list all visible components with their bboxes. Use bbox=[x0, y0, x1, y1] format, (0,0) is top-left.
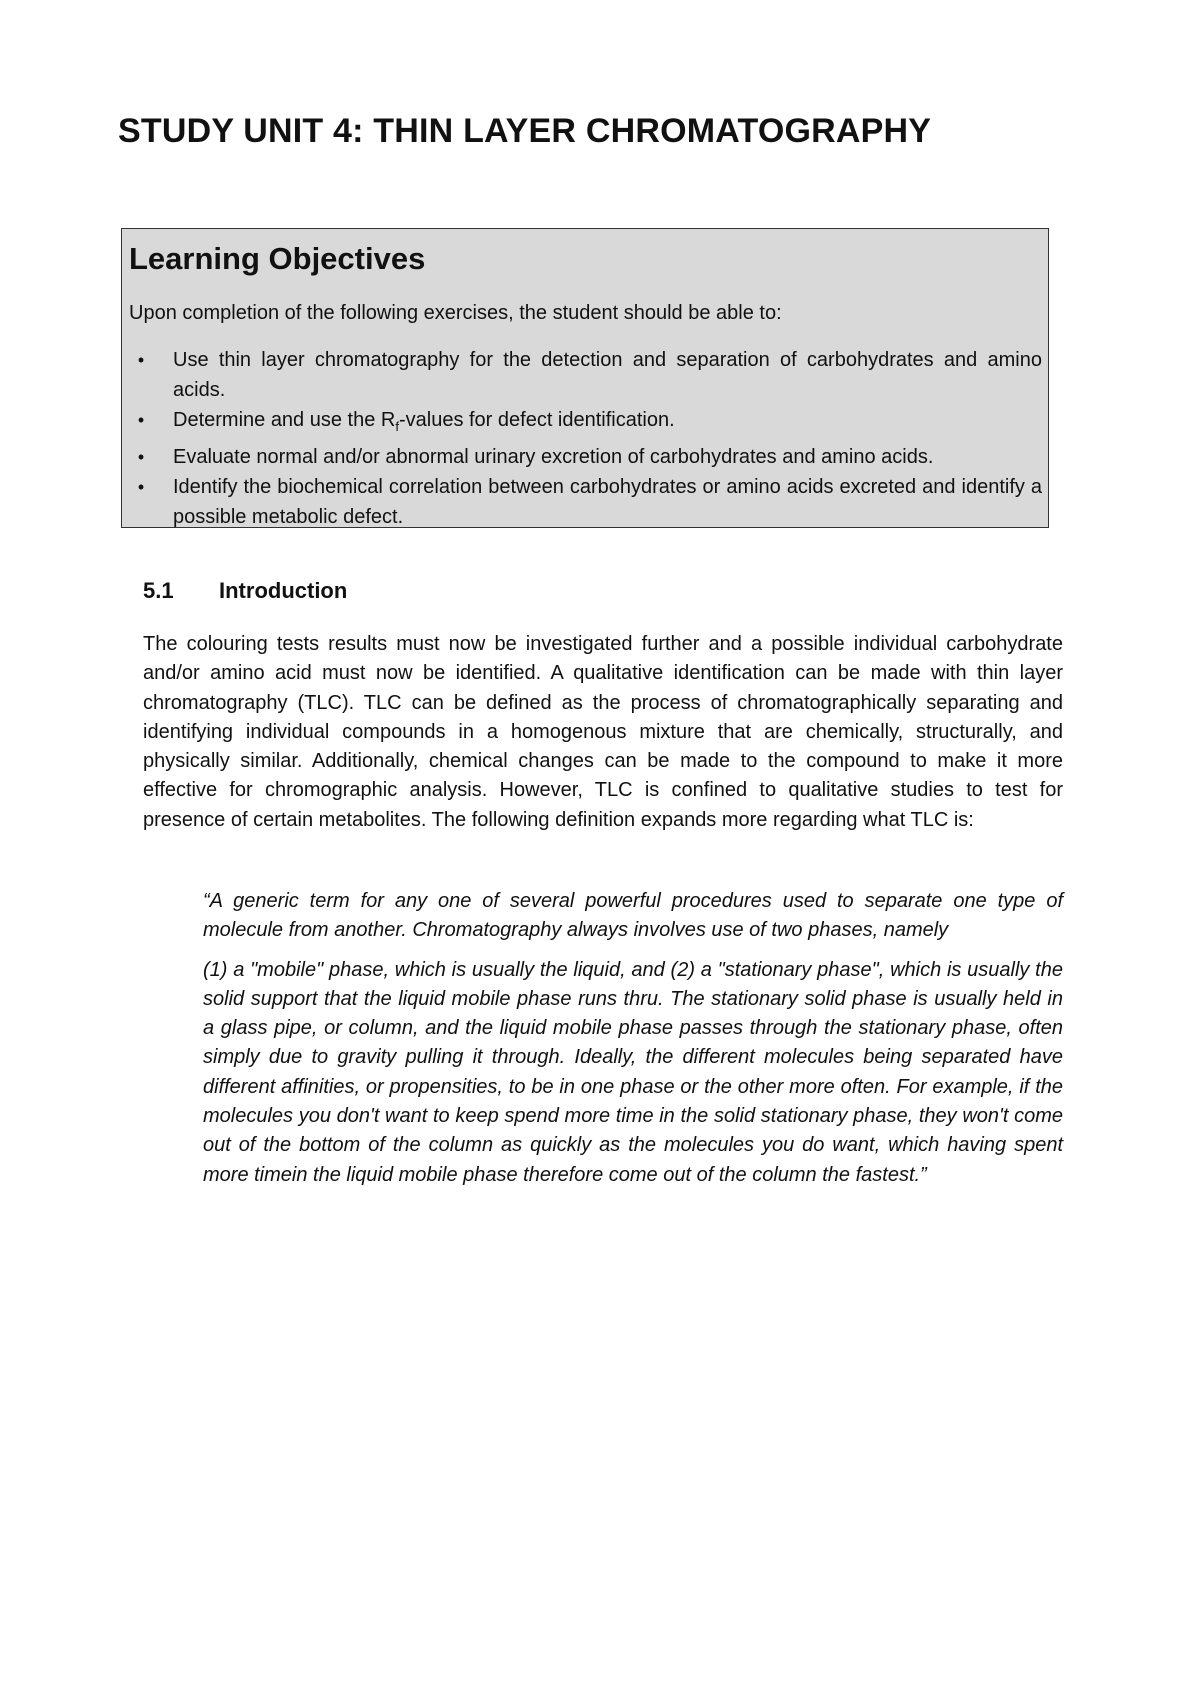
objective-text-before: Determine and use the R bbox=[173, 409, 396, 431]
objective-text-after: -values for defect identification. bbox=[398, 409, 675, 431]
objective-item bbox=[129, 345, 1042, 405]
objective-item bbox=[129, 405, 1042, 442]
quote-paragraph-1: “A generic term for any one of several powerful procedures used to separate one type of molecule from another. Chromatography always involves use of two phases, namely bbox=[203, 890, 1063, 942]
definition-quote bbox=[203, 887, 1063, 1200]
learning-objectives-box bbox=[121, 228, 1049, 528]
objectives-heading: Learning Objectives bbox=[129, 241, 426, 276]
page-title: STUDY UNIT 4: THIN LAYER CHROMATOGRAPHY bbox=[118, 112, 932, 150]
objective-item bbox=[129, 442, 1042, 472]
section-title: Introduction bbox=[219, 578, 348, 603]
bullet-icon: • bbox=[137, 350, 145, 370]
objective-item bbox=[129, 472, 1042, 532]
bullet-icon: • bbox=[137, 477, 145, 497]
intro-paragraph: The colouring tests results must now be investigated further and a possible individual carbohydrate and/or amino acid must now be identified. A qualitative identification can be made with thin layer chromatography (TLC). TLC can be defined as the process of chromatographically separating and identifying individual compounds in a homogenous mixture that are chemically, structurally, and physically similar. Additionally, chemical changes can be made to the compound to make it more effective for chromographic analysis. However, TLC is confined to qualitative studies to test for presence of certain metabolites. The following definition expands more regarding what TLC is: bbox=[143, 633, 1063, 831]
objectives-list bbox=[129, 345, 1042, 532]
section-heading bbox=[143, 578, 347, 604]
quote-paragraph-2: (1) a "mobile" phase, which is usually the liquid, and (2) a "stationary phase", which is usually the solid support that the liquid mobile phase runs thru. The stationary solid phase is usually held in a glass pipe, or column, and the liquid mobile phase passes through the stationary phase, often simply due to gravity pulling it through. Ideally, the different molecules being separated have different affinities, or propensities, to be in one phase or the other more often. For example, if the molecules you don't want to keep spend more time in the solid stationary phase, they won't come out of the bottom of the column as quickly as the molecules you do want, which having spent more timein the liquid mobile phase therefore come out of the column the fastest.” bbox=[203, 958, 1063, 1186]
objective-text: Use thin layer chromatography for the detection and separation of carbohydrates and amino acids. bbox=[173, 349, 1042, 401]
rf-subscript: f bbox=[395, 419, 399, 434]
section-number: 5.1 bbox=[143, 578, 174, 603]
bullet-icon: • bbox=[137, 410, 145, 430]
objective-text: Identify the biochemical correlation between carbohydrates or amino acids excreted and identify a possible metabolic defect. bbox=[173, 476, 1042, 528]
objectives-intro: Upon completion of the following exercises, the student should be able to: bbox=[129, 302, 782, 324]
objective-text: Evaluate normal and/or abnormal urinary excretion of carbohydrates and amino acids. bbox=[173, 446, 934, 468]
bullet-icon: • bbox=[137, 447, 145, 467]
